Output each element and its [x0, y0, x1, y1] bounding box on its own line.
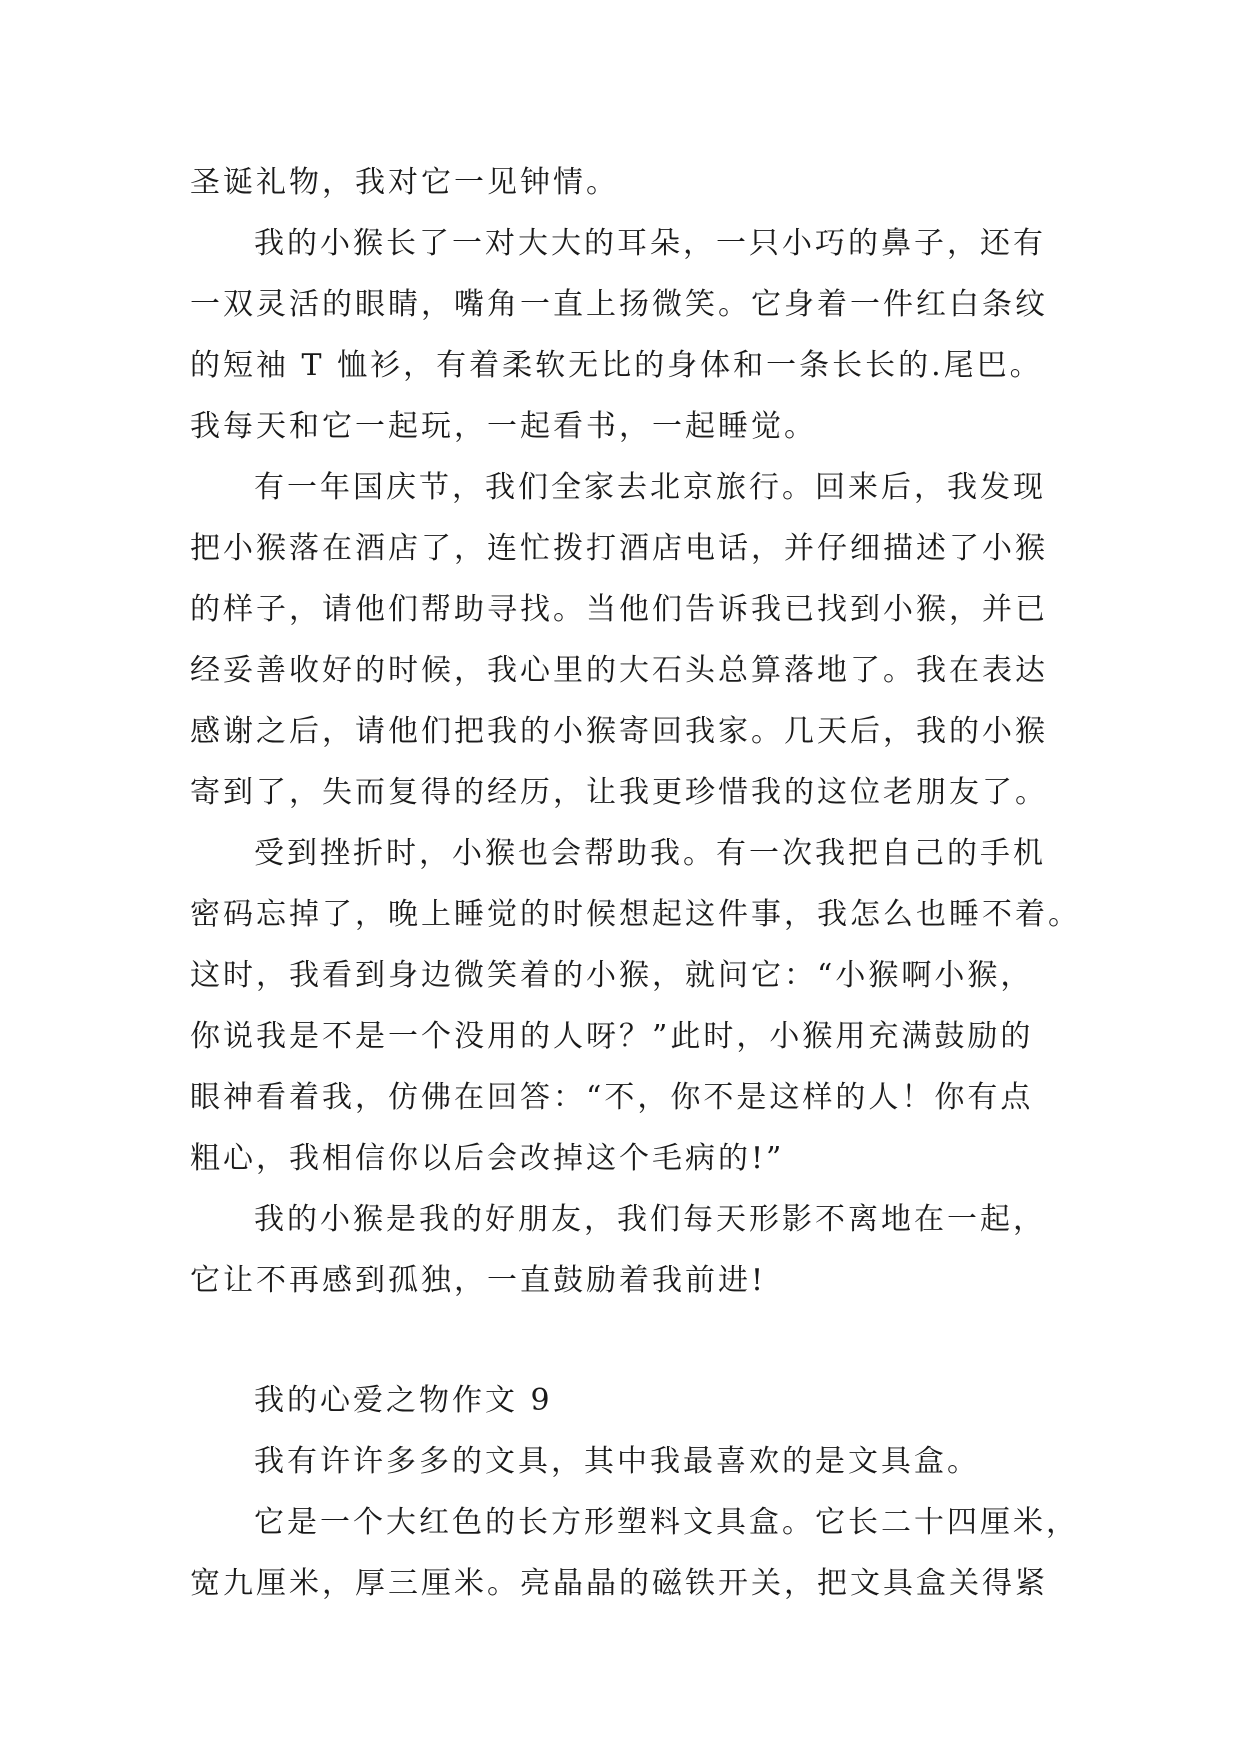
text-line: 密码忘掉了，晚上睡觉的时候想起这件事，我怎么也睡不着。 — [190, 897, 1081, 932]
text-line: 我的小猴是我的好朋友，我们每天形影不离地在一起， — [254, 1202, 1046, 1237]
text-line: 它让不再感到孤独，一直鼓励着我前进! — [190, 1263, 767, 1298]
text-line: 我每天和它一起玩，一起看书，一起睡觉。 — [190, 409, 817, 444]
text-line: 的短袖 T 恤衫，有着柔软无比的身体和一条长长的.尾巴。 — [190, 348, 1043, 383]
text-line: 它是一个大红色的长方形塑料文具盒。它长二十四厘米， — [254, 1505, 1079, 1540]
text-line: 受到挫折时，小猴也会帮助我。有一次我把自己的手机 — [254, 836, 1046, 871]
text-line: 宽九厘米，厚三厘米。亮晶晶的磁铁开关，把文具盒关得紧 — [190, 1566, 1048, 1601]
text-line: 这时，我看到身边微笑着的小猴，就问它：“小猴啊小猴， — [190, 958, 1034, 993]
text-line: 眼神看着我，仿佛在回答：“不，你不是这样的人！你有点 — [190, 1080, 1034, 1115]
text-line: 我有许许多多的文具，其中我最喜欢的是文具盒。 — [254, 1444, 980, 1479]
text-line: 经妥善收好的时候，我心里的大石头总算落地了。我在表达 — [190, 653, 1048, 688]
text-line: 圣诞礼物，我对它一见钟情。 — [190, 165, 619, 200]
text-line: 粗心，我相信你以后会改掉这个毛病的!” — [190, 1141, 785, 1176]
text-line: 把小猴落在酒店了，连忙拨打酒店电话，并仔细描述了小猴 — [190, 531, 1048, 566]
text-line: 感谢之后，请他们把我的小猴寄回我家。几天后，我的小猴 — [190, 714, 1048, 749]
text-line: 寄到了，失而复得的经历，让我更珍惜我的这位老朋友了。 — [190, 775, 1048, 810]
text-line: 的样子，请他们帮助寻找。当他们告诉我已找到小猴，并已 — [190, 592, 1048, 627]
section-heading: 我的心爱之物作文 9 — [254, 1383, 553, 1418]
text-line: 你说我是不是一个没用的人呀？”此时，小猴用充满鼓励的 — [190, 1019, 1034, 1054]
text-line: 一双灵活的眼睛，嘴角一直上扬微笑。它身着一件红白条纹 — [190, 287, 1048, 322]
text-line: 有一年国庆节，我们全家去北京旅行。回来后，我发现 — [254, 470, 1046, 505]
text-line: 我的小猴长了一对大大的耳朵，一只小巧的鼻子，还有 — [254, 226, 1046, 261]
